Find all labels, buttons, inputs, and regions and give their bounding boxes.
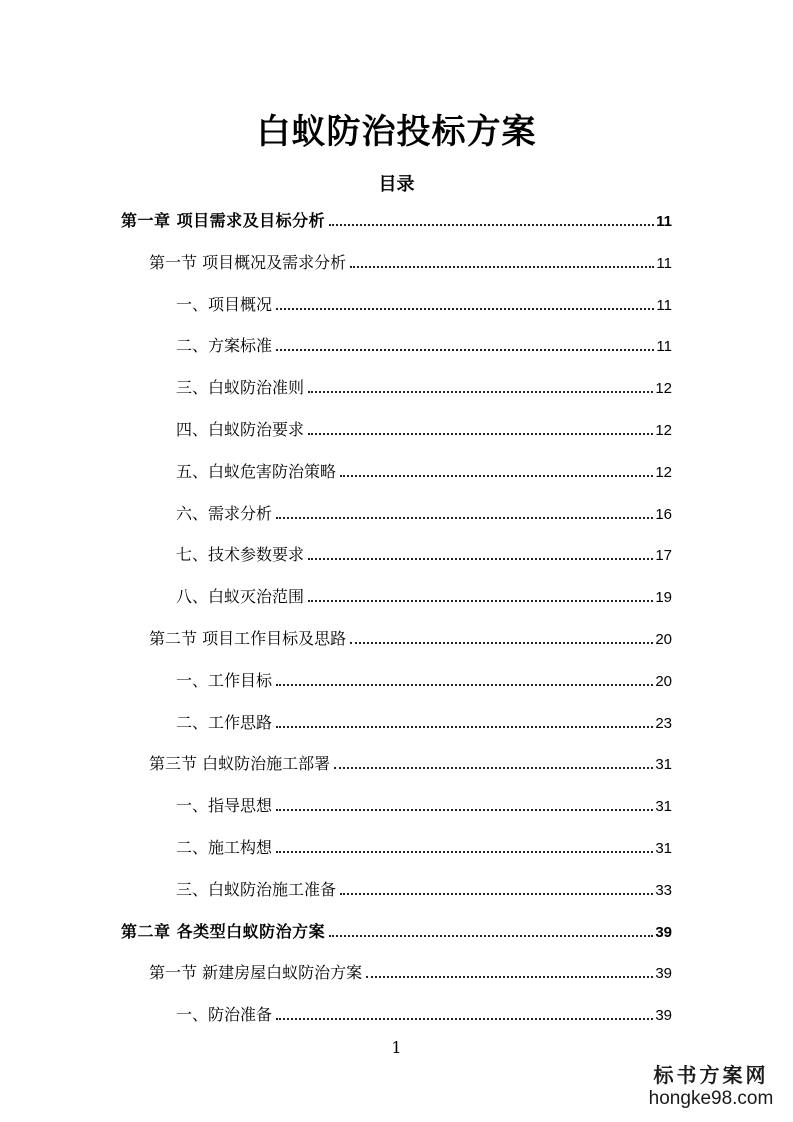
document-title: 白蚁防治投标方案 [256,112,537,152]
toc-leader-dots [340,475,653,477]
toc-entry-label: 一、工作目标 [176,671,273,690]
toc-entry-label: 第一节 新建房屋白蚁防治方案 [149,963,363,982]
toc-entry-page: 20 [655,631,672,648]
toc-entry[interactable] [176,837,672,860]
watermark [641,1062,781,1110]
toc-entry[interactable] [176,294,672,317]
toc-entry[interactable] [176,586,672,609]
toc-entry-page: 16 [655,506,672,523]
toc-entry-page: 33 [655,882,672,899]
toc-entry-label: 二、方案标准 [176,336,273,355]
toc-entry-page: 20 [655,673,672,690]
toc-leader-dots [308,600,653,602]
toc-entry-label: 一、防治准备 [176,1005,273,1024]
toc-entry[interactable] [176,503,672,526]
toc-entry[interactable] [176,544,672,567]
toc-entry-page: 31 [655,798,672,815]
toc-entry-label: 第二节 项目工作目标及思路 [149,629,347,648]
toc-entry-label: 七、技术参数要求 [176,545,305,564]
toc-entry[interactable] [121,210,672,233]
toc-leader-dots [334,767,653,769]
toc-entry[interactable] [149,753,672,776]
toc-entry-page: 11 [656,255,672,272]
toc-leader-dots [350,642,653,644]
toc-leader-dots [308,558,653,560]
toc-entry-label: 六、需求分析 [176,504,273,523]
toc-leader-dots [276,517,653,519]
toc-entry-label: 五、白蚁危害防治策略 [176,462,337,481]
toc-entry-page: 39 [655,965,672,982]
toc-entry-page: 31 [655,840,672,857]
toc-entry-label: 一、指导思想 [176,796,273,815]
watermark-url: hongke98.com [648,1088,774,1109]
toc-leader-dots [276,308,654,310]
toc-entry-label: 第三节 白蚁防治施工部署 [149,754,331,773]
toc-entry[interactable] [176,461,672,484]
toc-entry-label: 四、白蚁防治要求 [176,420,305,439]
toc-entry-label: 一、项目概况 [176,295,273,314]
toc-entry-label: 第一节 项目概况及需求分析 [149,253,347,272]
toc-leader-dots [276,851,653,853]
toc-leader-dots [276,1018,653,1020]
toc-entry-page: 17 [655,547,672,564]
toc-entry[interactable] [176,419,672,442]
toc-entry[interactable] [176,377,672,400]
toc-entry-label: 第一章 项目需求及目标分析 [121,211,326,230]
page-number: 1 [391,1038,402,1057]
toc-entry-label: 八、白蚁灭治范围 [176,587,305,606]
toc-entry-page: 12 [655,380,672,397]
toc-entry[interactable] [176,879,672,902]
toc-entry[interactable] [176,795,672,818]
toc-leader-dots [276,726,653,728]
toc-entry-label: 三、白蚁防治施工准备 [176,880,337,899]
toc-entry-page: 11 [656,297,672,314]
toc-entry[interactable] [149,252,672,275]
toc-leader-dots [329,935,653,937]
toc-entry[interactable] [176,335,672,358]
toc-entry[interactable] [176,712,672,735]
toc-leader-dots [308,391,653,393]
toc-entry[interactable] [121,921,672,944]
toc-entry-label: 二、施工构想 [176,838,273,857]
toc-entry-page: 19 [655,589,672,606]
toc-entry[interactable] [149,628,672,651]
toc-entry-label: 二、工作思路 [176,713,273,732]
toc-leader-dots [366,976,653,978]
toc-leader-dots [276,349,654,351]
toc-entry-label: 第二章 各类型白蚁防治方案 [121,922,326,941]
toc-entry[interactable] [176,670,672,693]
toc-entry-page: 39 [655,924,672,941]
watermark-text: 标书方案网 [653,1063,769,1087]
toc-leader-dots [350,266,654,268]
toc-entry-page: 12 [655,422,672,439]
toc-entry-page: 31 [655,756,672,773]
toc-entry[interactable] [149,962,672,985]
toc-entry-label: 三、白蚁防治准则 [176,378,305,397]
toc-leader-dots [329,224,654,226]
toc-leader-dots [340,893,653,895]
toc-entry-page: 23 [655,715,672,732]
toc-heading: 目录 [378,174,415,195]
toc-leader-dots [308,433,653,435]
toc-leader-dots [276,684,653,686]
toc-entry-page: 12 [655,464,672,481]
toc-entry-page: 11 [656,338,672,355]
toc-entry[interactable] [176,1004,672,1027]
toc-entry-page: 11 [656,213,672,230]
toc-leader-dots [276,809,653,811]
toc-entry-page: 39 [655,1007,672,1024]
